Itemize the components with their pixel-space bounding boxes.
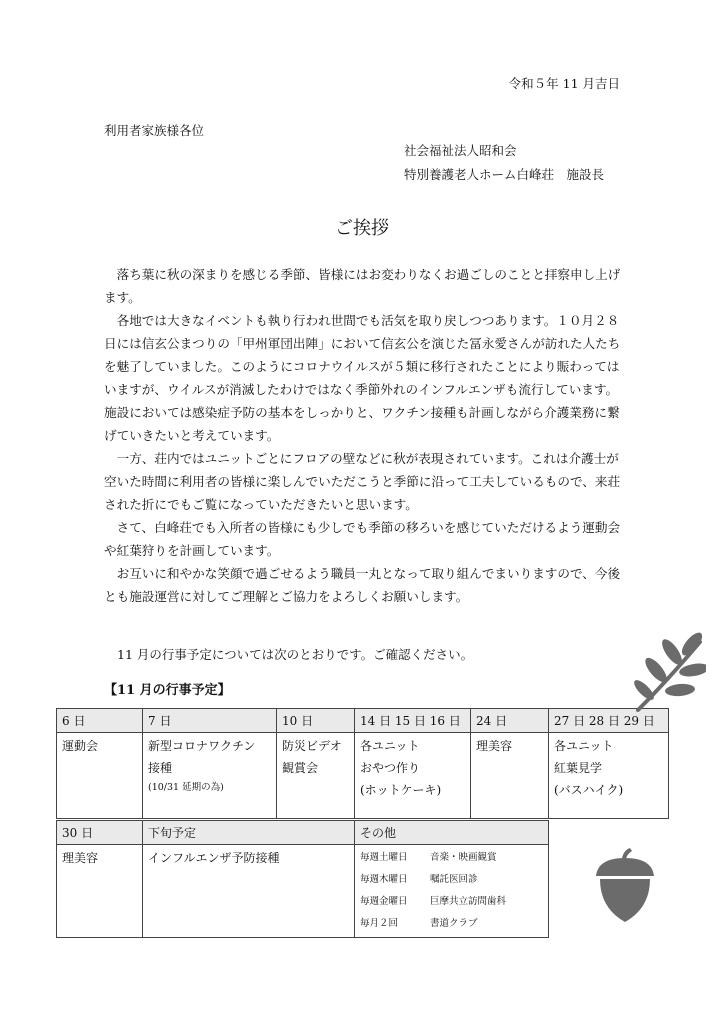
event-line: (バスハイク) [554,783,624,797]
event-line: 理美容 [476,739,513,753]
paragraph: お互いに和やかな笑顔で過ごせるよう職員一丸となって取り組んでまいりますので、今後とも施設運営に対してご理解とご協力をよろしくお願いします。 [104,566,621,604]
schedule-table-top [56,708,669,819]
letter-body [104,263,624,608]
paragraph: 各地では大きなイベントも執り行われ世間でも活気を取り戻しつつあります。１０月２８日には信玄公まつりの「甲州軍団出陣」において信玄公を演じた冨永愛さんが訪れた人たちを魅了していました。このようにコロナウイルスが５類に移行されたことにより賑わってはいますが、ウイルスが消滅したわけではなく季節外れのインフルエンザも流行しています。施設においては感染症予防の基本をしっかりと、ワクチン接種も計画しながら介護業務に繋げていきたいと考えています。 [104,313,621,443]
date-cell: その他 [355,821,549,845]
event-line: 各ユニット [360,739,420,753]
event-cell [143,733,277,819]
paragraph: 落ち葉に秋の深まりを感じる季節、皆様にはお変わりなくお過ごしのことと拝察申し上げます。 [104,267,621,305]
event-line: 新型コロナワクチン [148,739,256,753]
paragraph: さて、白峰荘でも入所者の皆様にも少しでも季節の移ろいを感じていただけるよう運動会や紅葉狩りを計画しています。 [104,520,621,558]
event-line: 運動会 [62,739,99,753]
date-cell: 30 日 [57,821,143,845]
event-line: 接種 [148,761,173,775]
schedule-table-bottom [56,820,549,938]
date-cell: 6 日 [57,709,143,733]
event-line: おやつ作り [360,761,421,775]
schedule-intro: 11 月の行事予定については次のとおりです。ご確認ください。 [117,647,474,662]
acorn-icon [590,848,660,924]
leaf-branch-icon [630,632,706,718]
other-event [360,869,543,891]
organization: 社会福祉法人昭和会 [404,143,517,158]
other-event-what: 音楽・映画観賞 [430,852,497,863]
event-line: 紅葉見学 [554,761,603,775]
event-line: 各ユニット [554,739,614,753]
date-cell: 7 日 [143,709,277,733]
date-cell: 10 日 [277,709,355,733]
event-cell [277,733,355,819]
recipient: 利用者家族様各位 [104,123,205,138]
other-event-what: 嘱託医回診 [430,874,478,885]
schedule-title: 【11 月の行事予定】 [104,683,231,698]
date: 令和５年 11 月吉日 [508,76,620,91]
other-events-cell [355,845,549,938]
other-event [360,891,543,913]
date-cell: 27 日 28 日 29 日 [549,709,669,733]
other-event-when: 毎週土曜日 [360,852,408,863]
other-event-when: 毎週木曜日 [360,874,408,885]
event-cell [549,733,669,819]
event-line: (ホットケーキ) [360,783,442,797]
other-event-when: 毎週金曜日 [360,896,408,907]
other-event-when: 毎月２回 [360,918,399,929]
event-cell [471,733,549,819]
date-cell: 24 日 [471,709,549,733]
event-cell: インフルエンザ予防接種 [143,845,355,938]
date-cell: 下旬予定 [143,821,355,845]
other-event-what: 巨摩共立訪問歯科 [430,896,507,907]
event-line: 観賞会 [282,761,319,775]
other-event [360,847,543,869]
page-title: ご挨拶 [335,218,389,239]
date-cell: 14 日 15 日 16 日 [355,709,471,733]
other-event-what: 書道クラブ [430,918,478,929]
event-note: (10/31 延期の為) [148,782,224,793]
event-cell [355,733,471,819]
sender: 特別養護老人ホーム白峰荘 施設長 [404,167,605,182]
event-line: 防災ビデオ [282,739,342,753]
event-cell [57,733,143,819]
paragraph: 一方、荘内ではユニットごとにフロアの壁などに秋が表現されています。これは介護士が空いた時間に利用者の皆様に楽しんでいただこうと季節に沿って工夫しているもので、来荘された折にでもご覧になっていただきたいと思います。 [104,451,621,512]
other-event [360,913,543,935]
event-cell: 理美容 [57,845,143,938]
